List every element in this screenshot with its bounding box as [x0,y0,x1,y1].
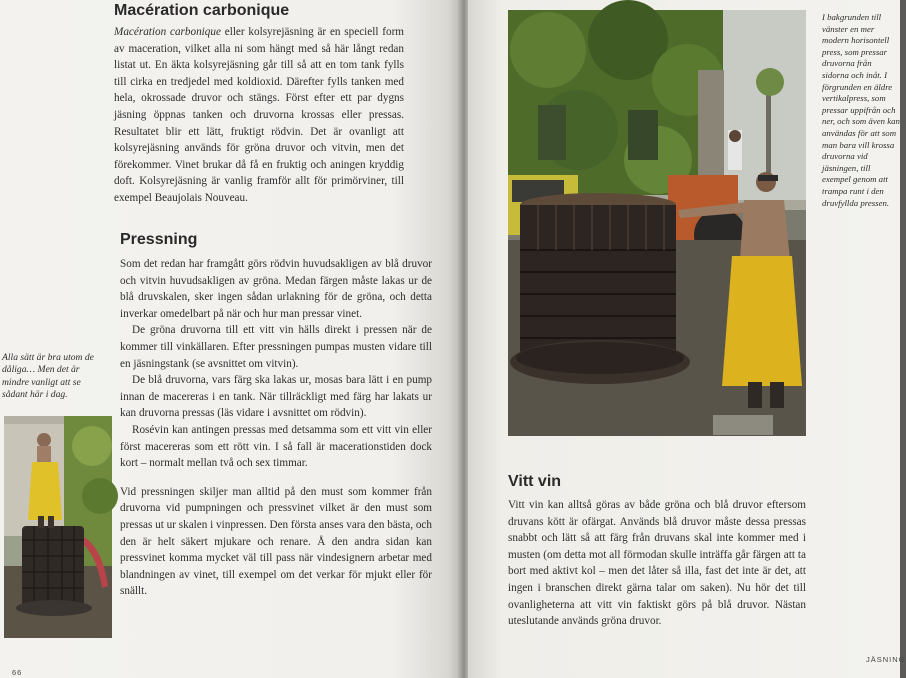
right-page [468,0,906,678]
right-photo-wine-press [508,10,806,436]
section-title-pressning: Pressning [120,231,198,248]
maceration-paragraph [114,24,404,207]
right-photo-caption: I bakgrunden till vänster en mer modern horisontell press, som pressar druvorna från sidorna och inåt. I förgrunden en äldre vertikalpress, som pressar uppifrån och ner, och som även kan användas för att som man bara vill krossa druvorna vid jäsningen, till exempel genom att trampa runt i den druvfyllda pressen. [822,12,900,208]
left-page-number: 66 [12,668,23,677]
pressning-paragraph-1: Som det redan har framgått görs rödvin huvudsakligen av blå druvor och vitvin huvudsakligen av gröna. Medan färgen måste lakas ur de blå druvskalen, sker ingen sådan urlakning för de gröna, och detta inverkar omedelbart på när och hur man pressar vinet. [120,258,432,320]
maceration-text [114,24,404,207]
pressning-paragraph-3: De blå druvorna, vars färg ska lakas ur, mosas bara lätt i en pump innan de macereras i en tank. När tillräckligt med färg har lakats ur kan druvorna pressas (läs vidare i avsnittet om rödvin). [120,374,432,420]
wine-press-photo [508,10,806,436]
pressning-paragraph-5: Vid pressningen skiljer man alltid på den must som kommer från druvorna vid pumpningen och pressvinet vilket är den must som pressas ut ur skalen i vinpressen. Den första anses vara den bästa, och den är helt säkert mjukare och renare. Å den andra sidan kan pressvinet komma mycket väl till pass när vindesignern arbetar med blandningen av vinet, till exempel om det verkar för mjukt eller för snällt. [120,485,432,598]
vitt-vin-paragraph: Vitt vin kan alltså göras av både gröna och blå druvor eftersom druvans kött är ofärgat. Används blå druvor måste dessa pressas snabbt och lätt så att färg från druvans skal inte kommer med i musten (om detta mot all förmodan skulle inträffa går färgen att ta bort med aktivt kol – men det låter så illa, fast det inte är det, att ingen i branschen direkt gärna talar om saken). Nu hör det till ovanligheterna att vitt vin faktiskt görs på blå druvor. Nästan uteslutande används gröna druvor. [508,499,806,628]
section-title-maceration: Macération carbonique [114,2,290,19]
pressning-paragraph-4: Rosévin kan antingen pressas med detsamma som ett vitt vin eller först macereras som ett rött vin. I så fall är macerationstiden dock kort – normalt mellan två och sex timmar. [120,423,432,470]
left-photo-press [4,416,112,638]
treading-press-photo [4,416,112,638]
maceration-lead: Macération carbonique [114,26,221,38]
section-title-vitt-vin: Vitt vin [508,473,562,490]
vitt-vin-text [508,497,806,630]
pressning-text [120,256,432,600]
left-photo-caption: Alla sätt är bra utom de dåliga… Men det är mindre vanligt att se sådant här i dag. [2,352,94,401]
pressning-paragraph-2: De gröna druvorna till ett vitt vin hälls direkt i pressen när de kommer till vinkällaren. Efter pressningen pumpas musten vidare till en jäsningstank (se avsnittet om vitvin). [120,324,432,370]
maceration-body: eller kolsyrejäsning är en speciell form av maceration, vilket alla ni som hängt med så här långt redan listat ut. En äkta kolsyrejäsning går till så att en tom tank fylls till cirka en tredjedel med koldioxid. Därefter fylls tanken med hela, okrossade druvor och stängs. Först efter ett par dygns jäsning öppnas tanken och druvorna krossas eller pressas. Resultatet blir ett lätt, fruktigt rödvin. Det är ovanligt att kolsyrejäsning används för gröna druvor och vitvin, men det förekommer. Vinet brukar då få en fruktig och aningen kryddig doft. Kolsyrejäsning är vanlig framför allt för primörviner, till exempel Beaujolais Nouveau. [114,26,404,204]
right-page-running-head: JÄSNING [866,655,906,664]
